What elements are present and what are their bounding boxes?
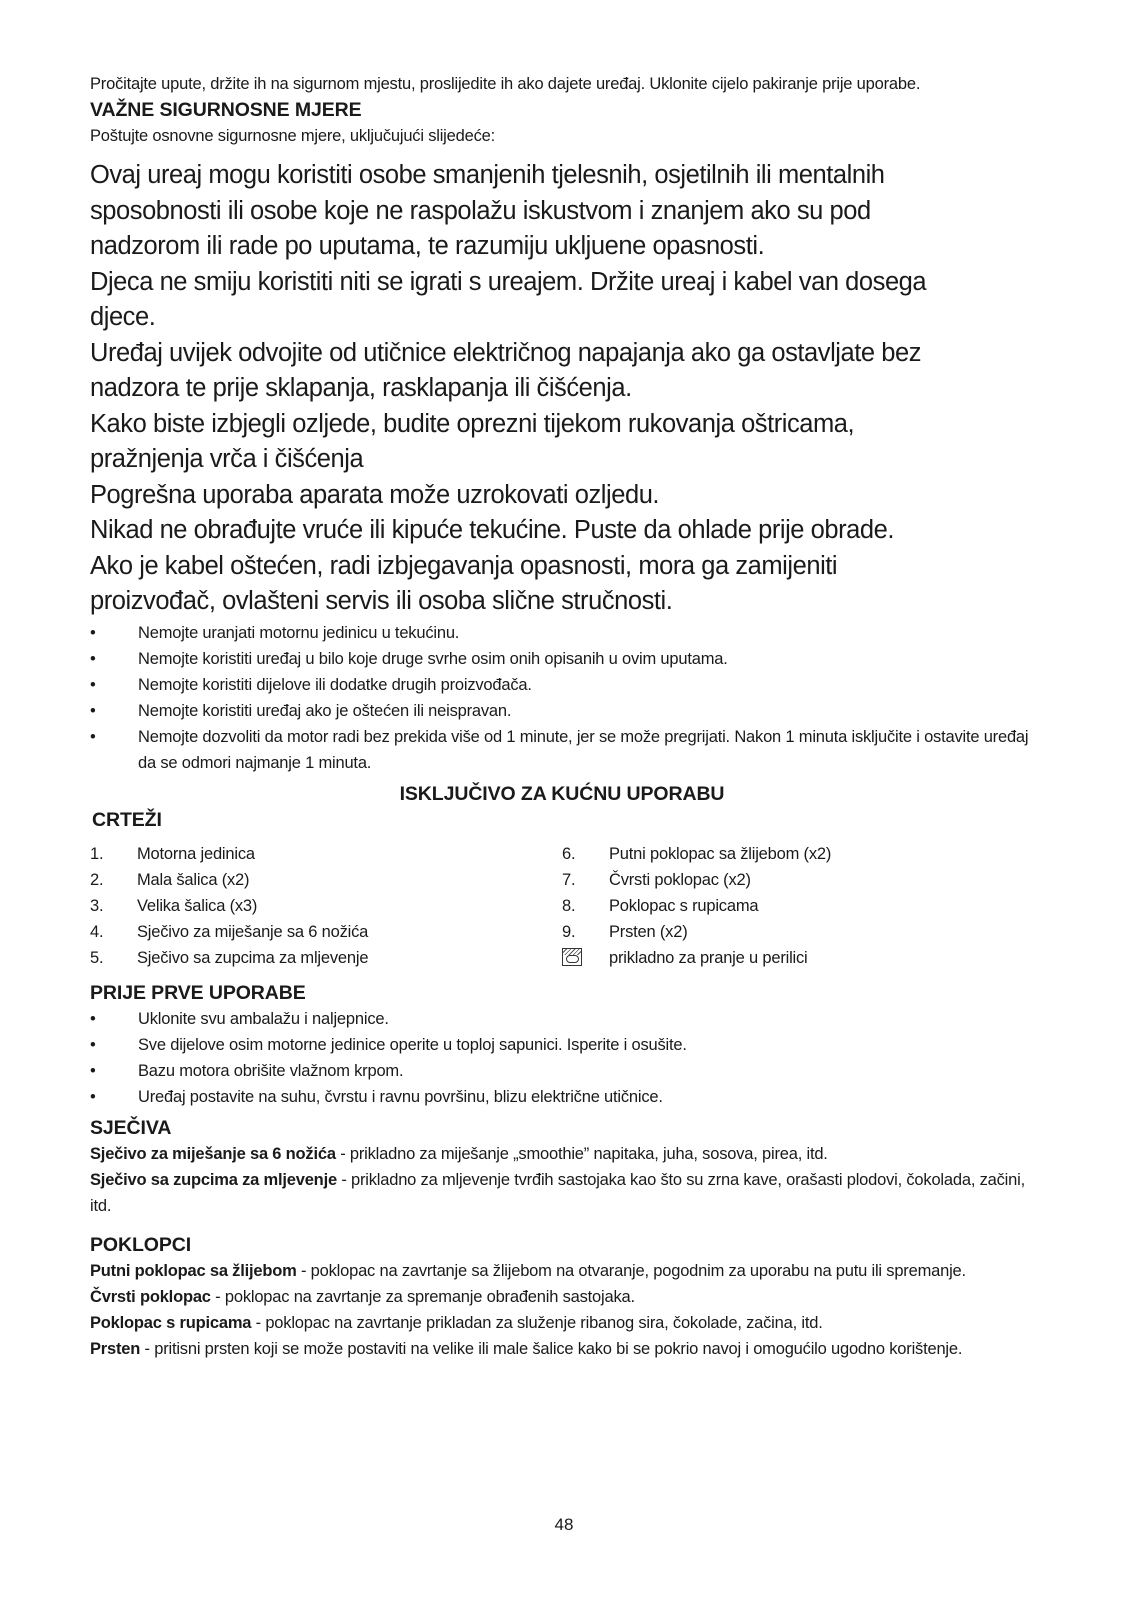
warning-line: Pogrešna uporaba aparata može uzrokovati ozljedu. [90,480,660,509]
warning-line: nadzora te prije sklapanja, rasklapanja ili čišćenja. [90,374,632,402]
lids-heading: POKLOPCI [90,1233,192,1256]
definition-item [90,1310,1034,1336]
parts-list [90,841,1034,971]
definition-text: - prikladno za miješanje „smoothie” napitaka, juha, sosova, pirea, itd. [335,1144,828,1163]
manual-page [90,71,1034,1362]
bullet-item: • Uklonite svu ambalažu i naljepnice. [90,1006,1034,1032]
warning-line: nadzorom ili rade po uputama, te razumiju ukljuene opasnosti. [90,232,765,260]
part-label: Prsten (x2) [609,922,688,941]
part-item [562,867,1034,893]
warning-line: Djeca ne smiju koristiti niti se igrati s ureajem. Držite ureaj i kabel van dosega [90,267,927,296]
warning-line: pražnjenja vrča i čišćenja [90,445,364,473]
definition-term: Čvrsti poklopac [90,1287,211,1306]
part-number: 2. [90,870,104,889]
blades-heading: SJEČIVA [90,1116,172,1139]
page-number: 48 [554,1515,574,1534]
part-number: 8. [562,896,576,915]
part-item [562,919,1034,945]
safety-warnings [90,158,1034,620]
warning-line: Kako biste izbjegli ozljede, budite oprezni tijekom rukovanja oštricama, [90,409,855,438]
definition-text: - poklopac na zavrtanje za spremanje obrađenih sastojaka. [210,1287,635,1306]
part-item [90,893,562,919]
safety-bullets [90,620,1034,776]
definition-term: Poklopac s rupicama [90,1313,252,1332]
warning-line: sposobnosti ili osobe koje ne raspolažu iskustvom i znanjem ako su pod [90,196,871,225]
part-label: Putni poklopac sa žlijebom (x2) [609,844,832,863]
part-label: Mala šalica (x2) [137,870,250,889]
bullet-item: • Sve dijelove osim motorne jedinice operite u toploj sapunici. Isperite i osušite. [90,1032,1034,1058]
warning-line: proizvođač, ovlašteni servis ili osoba slične stručnosti. [90,587,673,615]
definition-item [90,1167,1034,1219]
bullet-item: • Nemojte koristiti dijelove ili dodatke drugih proizvođača. [90,672,1034,698]
part-label: Velika šalica (x3) [137,896,258,915]
definition-item [90,1336,1034,1362]
lids-descriptions [90,1258,1034,1362]
warning-line: Ovaj ureaj mogu koristiti osobe smanjenih tjelesnih, osjetilnih ili mentalnih [90,161,885,189]
safety-subtitle: Poštujte osnovne sigurnosne mjere, uključujući slijedeće: [90,127,495,145]
part-number: 3. [90,896,104,915]
dishwasher-label: prikladno za pranje u perilici [609,948,808,967]
warning-line: Uređaj uvijek odvojite od utičnice električnog napajanja ako ga ostavljate bez [90,338,922,367]
dishwasher-icon-cell [562,945,609,971]
bullet-item: • Bazu motora obrišite vlažnom krpom. [90,1058,1034,1084]
definition-text: - poklopac na zavrtanje prikladan za služenje ribanog sira, čokolade, začina, itd. [251,1313,823,1332]
part-label: Sječivo za miješanje sa 6 nožića [137,922,369,941]
first-use-bullets [90,1006,1034,1110]
definition-text: - pritisni prsten koji se može postaviti na velike ili male šalice kako bi se pokrio navoj i omogućilo ugodno korištenje. [140,1339,963,1358]
intro-text: Pročitajte upute, držite ih na sigurnom mjestu, proslijedite ih ako dajete uređaj. Uklonite cijelo pakiranje prije uporabe. [90,75,921,93]
definition-item [90,1284,1034,1310]
part-item [90,919,562,945]
definition-text: - poklopac na zavrtanje sa žlijebom na otvaranje, pogodnim za uporabu na putu ili spremanje. [296,1261,966,1280]
bullet-item: • Nemojte koristiti uređaj ako je oštećen ili neispravan. [90,698,1034,724]
part-item [562,893,1034,919]
part-item [90,945,562,971]
part-number: 5. [90,948,104,967]
part-label: Čvrsti poklopac (x2) [609,870,751,889]
definition-item [90,1258,1034,1284]
part-label: Sječivo sa zupcima za mljevenje [137,948,369,967]
warning-line: Nikad ne obrađujte vruće ili kipuće tekućine. Puste da ohlade prije obrade. [90,516,895,544]
definition-term: Prsten [90,1339,141,1358]
definition-text: - prikladno za mljevenje tvrđih sastojaka kao što su zrna kave, orašasti plodovi, čokolada, začini, itd. [90,1170,1025,1215]
part-item [562,841,1034,867]
part-number: 4. [90,922,104,941]
blades-descriptions [90,1141,1034,1219]
part-number: 6. [562,844,576,863]
bullet-item: • Nemojte dozvoliti da motor radi bez prekida više od 1 minute, jer se može pregrijati. Nakon 1 minuta isključite i ostavite uređaj da se odmori najmanje 1 minuta. [90,724,1034,776]
bullet-item: • Uređaj postavite na suhu, čvrstu i ravnu površinu, blizu električne utičnice. [90,1084,1034,1110]
safety-heading: VAŽNE SIGURNOSNE MJERE [90,99,362,121]
definition-term: Sječivo za miješanje sa 6 nožića [90,1144,336,1163]
definition-term: Sječivo sa zupcima za mljevenje [90,1170,337,1189]
part-number: 9. [562,922,576,941]
part-item [90,841,562,867]
bullet-item: • Nemojte uranjati motornu jedinicu u tekućinu. [90,620,1034,646]
first-use-heading: PRIJE PRVE UPORABE [90,981,306,1004]
dishwasher-safe-note [562,945,1034,971]
part-item [90,867,562,893]
part-label: Motorna jedinica [137,844,255,863]
part-label: Poklopac s rupicama [609,896,759,915]
bullet-item: • Nemojte koristiti uređaj u bilo koje druge svrhe osim onih opisanih u ovim uputama. [90,646,1034,672]
warning-line: djece. [90,303,156,331]
drawings-heading: CRTEŽI [92,808,162,831]
definition-item [90,1141,1034,1167]
warning-line: Ako je kabel oštećen, radi izbjegavanja opasnosti, mora ga zamijeniti [90,551,838,580]
part-number: 1. [90,844,104,863]
definition-term: Putni poklopac sa žlijebom [90,1261,297,1280]
dishwasher-icon [562,948,582,966]
part-number: 7. [562,870,576,889]
household-use-heading: ISKLJUČIVO ZA KUĆNU UPORABU [399,782,725,805]
parts-column-right [562,841,1034,971]
parts-column-left [90,841,562,971]
